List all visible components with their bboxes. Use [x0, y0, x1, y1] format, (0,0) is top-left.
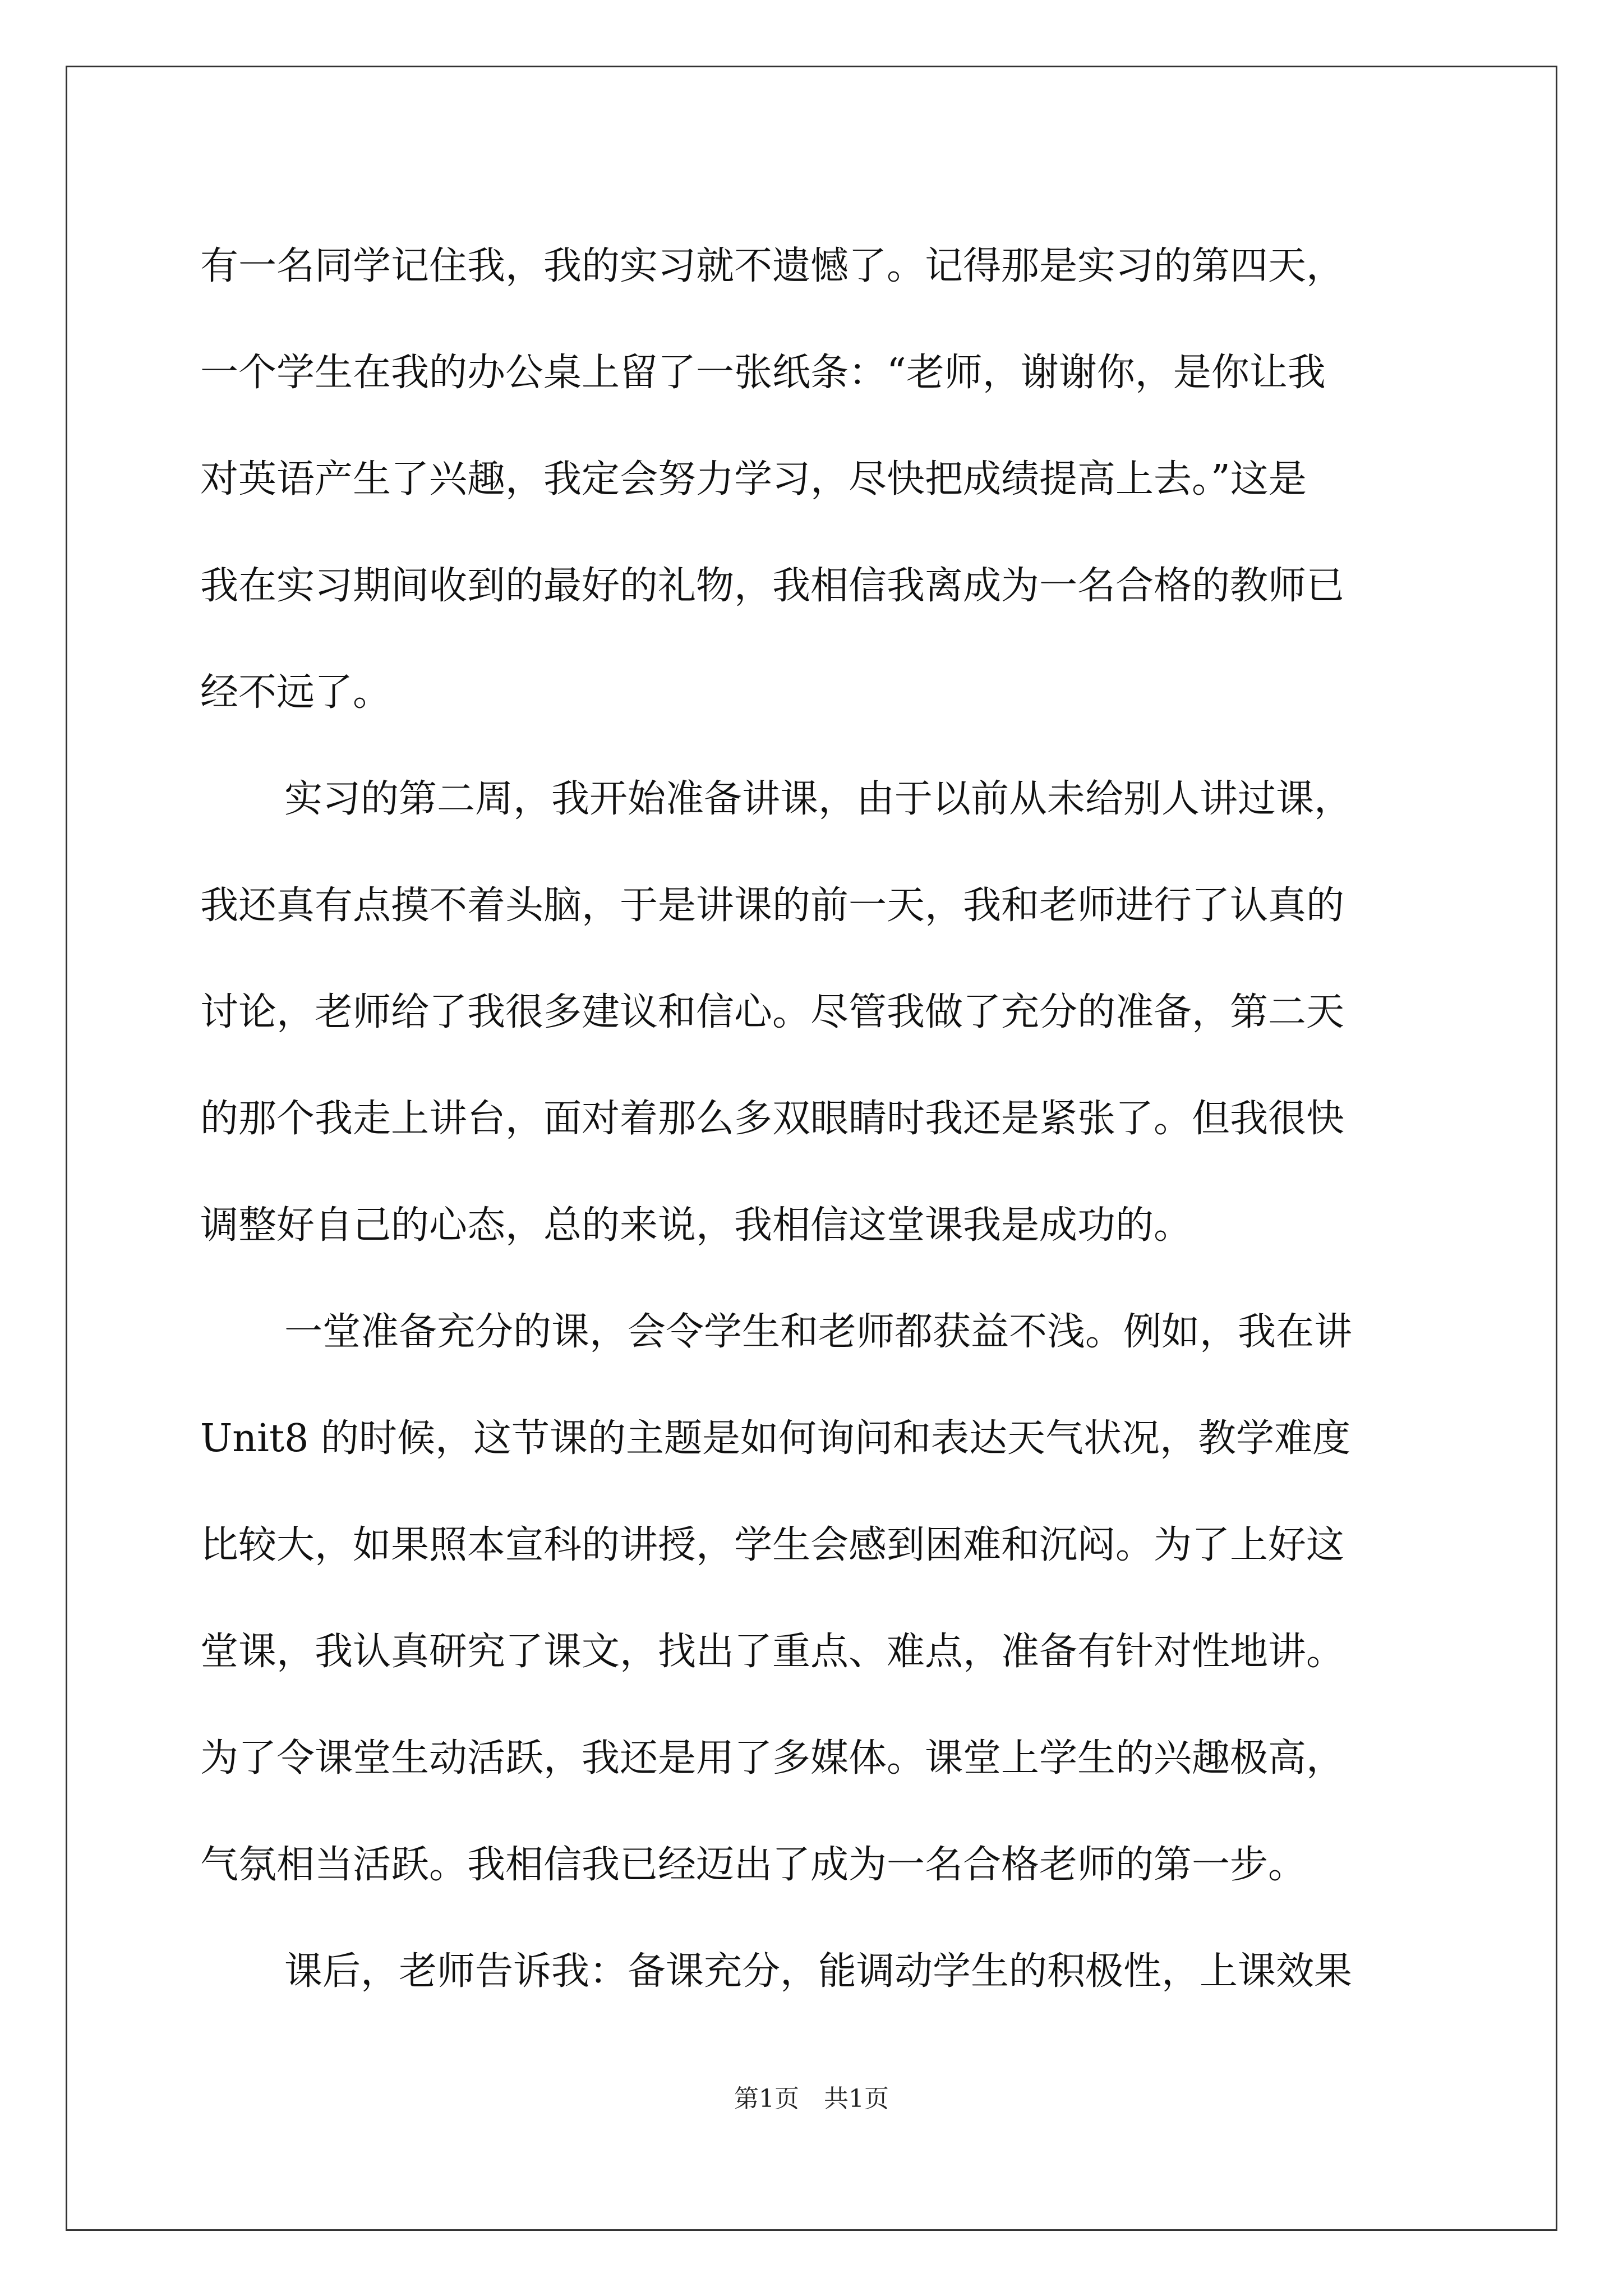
text-line: 堂课，我认真研究了课文，找出了重点、难点，准备有针对性地讲。 — [200, 1630, 1345, 1674]
text-line: 讨论，老师给了我很多建议和信心。尽管我做了充分的准备，第二天 — [200, 990, 1345, 1034]
text-line: 我还真有点摸不着头脑，于是讲课的前一天，我和老师进行了认真的 — [200, 884, 1345, 928]
text-line: 的那个我走上讲台，面对着那么多双眼睛时我还是紧张了。但我很快 — [200, 1097, 1345, 1141]
text-line: 我在实习期间收到的最好的礼物，我相信我离成为一名合格的教师已 — [200, 564, 1345, 608]
paragraph-start-line: 一堂准备充分的课，会令学生和老师都获益不浅。例如，我在讲 — [284, 1310, 1353, 1354]
text-line: 一个学生在我的办公桌上留了一张纸条：“老师，谢谢你，是你让我 — [200, 351, 1326, 395]
text-line: 气氛相当活跃。我相信我已经迈出了成为一名合格老师的第一步。 — [200, 1843, 1307, 1887]
text-line: 比较大，如果照本宣科的讲授，学生会感到困难和沉闷。为了上好这 — [200, 1523, 1345, 1567]
paragraph-start-line: 课后，老师告诉我：备课充分，能调动学生的积极性，上课效果 — [284, 1949, 1353, 1994]
text-line: 经不远了。 — [200, 670, 391, 715]
text-line: 为了令课堂生动活跃，我还是用了多媒体。课堂上学生的兴趣极高， — [200, 1736, 1345, 1780]
paragraph-start-line: 实习的第二周，我开始准备讲课，由于以前从未给别人讲过课， — [284, 777, 1353, 821]
page-footer: 第1页 共1页 — [734, 2085, 889, 2113]
document-body — [200, 213, 1434, 2025]
text-line: 对英语产生了兴趣，我定会努力学习，尽快把成绩提高上去。”这是 — [200, 457, 1307, 501]
text-line: 有一名同学记住我，我的实习就不遗憾了。记得那是实习的第四天， — [200, 244, 1345, 288]
text-line: 调整好自己的心态，总的来说，我相信这堂课我是成功的。 — [200, 1203, 1192, 1248]
text-line: Unit8 的时候，这节课的主题是如何询问和表达天气状况，教学难度 — [200, 1416, 1351, 1461]
